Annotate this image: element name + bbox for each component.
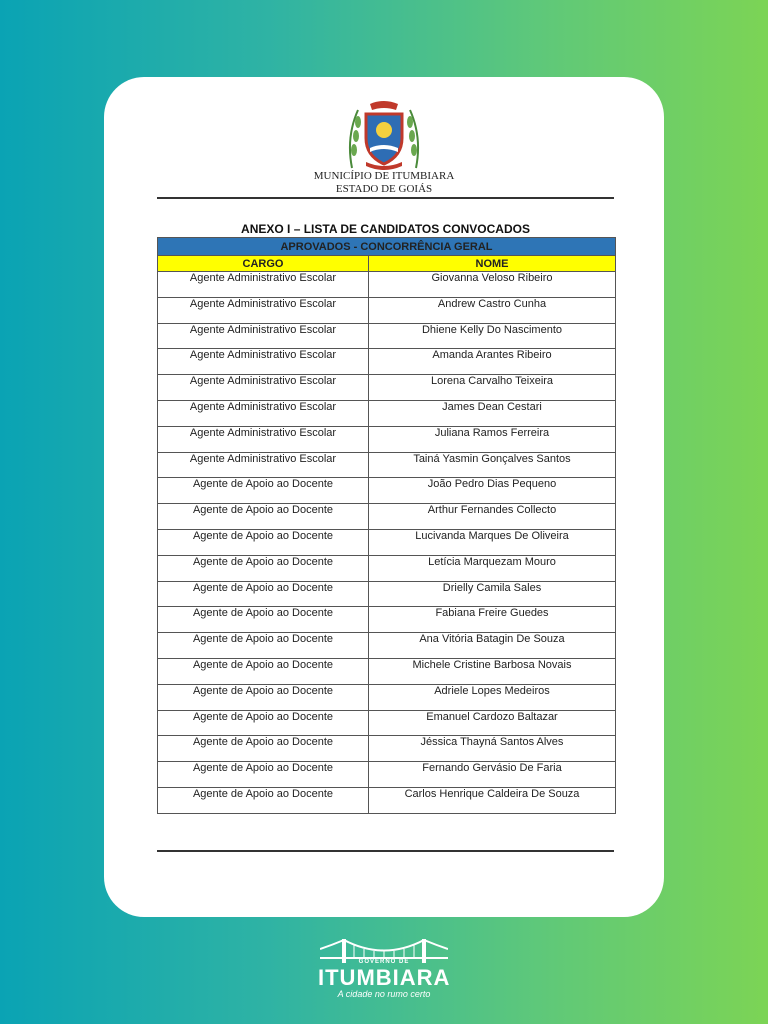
footer-slogan: A cidade no rumo certo <box>337 989 431 999</box>
cell-nome: James Dean Cestari <box>369 400 616 426</box>
cell-cargo: Agente de Apoio ao Docente <box>158 478 369 504</box>
annex-title: ANEXO I – LISTA DE CANDIDATOS CONVOCADOS <box>241 222 530 236</box>
table-row <box>158 297 616 323</box>
table-row <box>158 787 616 813</box>
table-row <box>158 323 616 349</box>
table-row <box>158 736 616 762</box>
table-row <box>158 375 616 401</box>
cell-nome: Arthur Fernandes Collecto <box>369 504 616 530</box>
cell-cargo: Agente Administrativo Escolar <box>158 426 369 452</box>
section-band-row <box>158 238 616 256</box>
table-row <box>158 349 616 375</box>
table-body <box>158 272 616 814</box>
cell-cargo: Agente Administrativo Escolar <box>158 452 369 478</box>
table-row <box>158 452 616 478</box>
cell-nome: João Pedro Dias Pequeno <box>369 478 616 504</box>
cell-cargo: Agente Administrativo Escolar <box>158 349 369 375</box>
cell-nome: Lucivanda Marques De Oliveira <box>369 529 616 555</box>
candidates-table <box>157 237 616 814</box>
state-name: ESTADO DE GOIÁS <box>335 183 433 195</box>
footer-divider <box>157 850 614 852</box>
cell-cargo: Agente de Apoio ao Docente <box>158 633 369 659</box>
cell-cargo: Agente Administrativo Escolar <box>158 323 369 349</box>
cell-cargo: Agente de Apoio ao Docente <box>158 684 369 710</box>
table-row <box>158 529 616 555</box>
cell-nome: Dhiene Kelly Do Nascimento <box>369 323 616 349</box>
cell-cargo: Agente Administrativo Escolar <box>158 272 369 298</box>
table-row <box>158 504 616 530</box>
cell-cargo: Agente de Apoio ao Docente <box>158 787 369 813</box>
cell-cargo: Agente de Apoio ao Docente <box>158 607 369 633</box>
column-header-nome: NOME <box>369 256 616 272</box>
cell-cargo: Agente de Apoio ao Docente <box>158 736 369 762</box>
cell-cargo: Agente de Apoio ao Docente <box>158 710 369 736</box>
cell-cargo: Agente de Apoio ao Docente <box>158 529 369 555</box>
cell-nome: Jéssica Thayná Santos Alves <box>369 736 616 762</box>
cell-nome: Emanuel Cardozo Baltazar <box>369 710 616 736</box>
column-header-cargo: CARGO <box>158 256 369 272</box>
table-row <box>158 762 616 788</box>
cell-cargo: Agente de Apoio ao Docente <box>158 658 369 684</box>
table-row <box>158 400 616 426</box>
table-row <box>158 426 616 452</box>
cell-cargo: Agente de Apoio ao Docente <box>158 581 369 607</box>
cell-cargo: Agente de Apoio ao Docente <box>158 555 369 581</box>
table-row <box>158 684 616 710</box>
cell-nome: Amanda Arantes Ribeiro <box>369 349 616 375</box>
footer-logo <box>318 937 450 1003</box>
column-header-row <box>158 256 616 272</box>
cell-nome: Letícia Marquezam Mouro <box>369 555 616 581</box>
cell-nome: Adriele Lopes Medeiros <box>369 684 616 710</box>
municipality-name: MUNICÍPIO DE ITUMBIARA <box>313 170 455 182</box>
cell-cargo: Agente Administrativo Escolar <box>158 375 369 401</box>
cell-nome: Fabiana Freire Guedes <box>369 607 616 633</box>
cell-cargo: Agente de Apoio ao Docente <box>158 504 369 530</box>
cell-nome: Lorena Carvalho Teixeira <box>369 375 616 401</box>
cell-nome: Tainá Yasmin Gonçalves Santos <box>369 452 616 478</box>
cell-cargo: Agente Administrativo Escolar <box>158 400 369 426</box>
table-row <box>158 633 616 659</box>
cell-nome: Carlos Henrique Caldeira De Souza <box>369 787 616 813</box>
coat-of-arms-icon <box>344 98 424 172</box>
section-band: APROVADOS - CONCORRÊNCIA GERAL <box>158 238 616 256</box>
table-row <box>158 555 616 581</box>
table-row <box>158 478 616 504</box>
table-row <box>158 658 616 684</box>
cell-cargo: Agente Administrativo Escolar <box>158 297 369 323</box>
cell-nome: Juliana Ramos Ferreira <box>369 426 616 452</box>
cell-cargo: Agente de Apoio ao Docente <box>158 762 369 788</box>
footer-overline: GOVERNO DE <box>358 959 410 965</box>
footer-brand: ITUMBIARA <box>318 965 451 990</box>
table-row <box>158 272 616 298</box>
cell-nome: Ana Vitória Batagin De Souza <box>369 633 616 659</box>
cell-nome: Andrew Castro Cunha <box>369 297 616 323</box>
cell-nome: Michele Cristine Barbosa Novais <box>369 658 616 684</box>
municipality-header <box>104 170 664 196</box>
table-row <box>158 607 616 633</box>
document-card <box>104 77 664 917</box>
table-row <box>158 710 616 736</box>
table-row <box>158 581 616 607</box>
cell-nome: Fernando Gervásio De Faria <box>369 762 616 788</box>
cell-nome: Giovanna Veloso Ribeiro <box>369 272 616 298</box>
header-divider <box>157 197 614 199</box>
cell-nome: Drielly Camila Sales <box>369 581 616 607</box>
